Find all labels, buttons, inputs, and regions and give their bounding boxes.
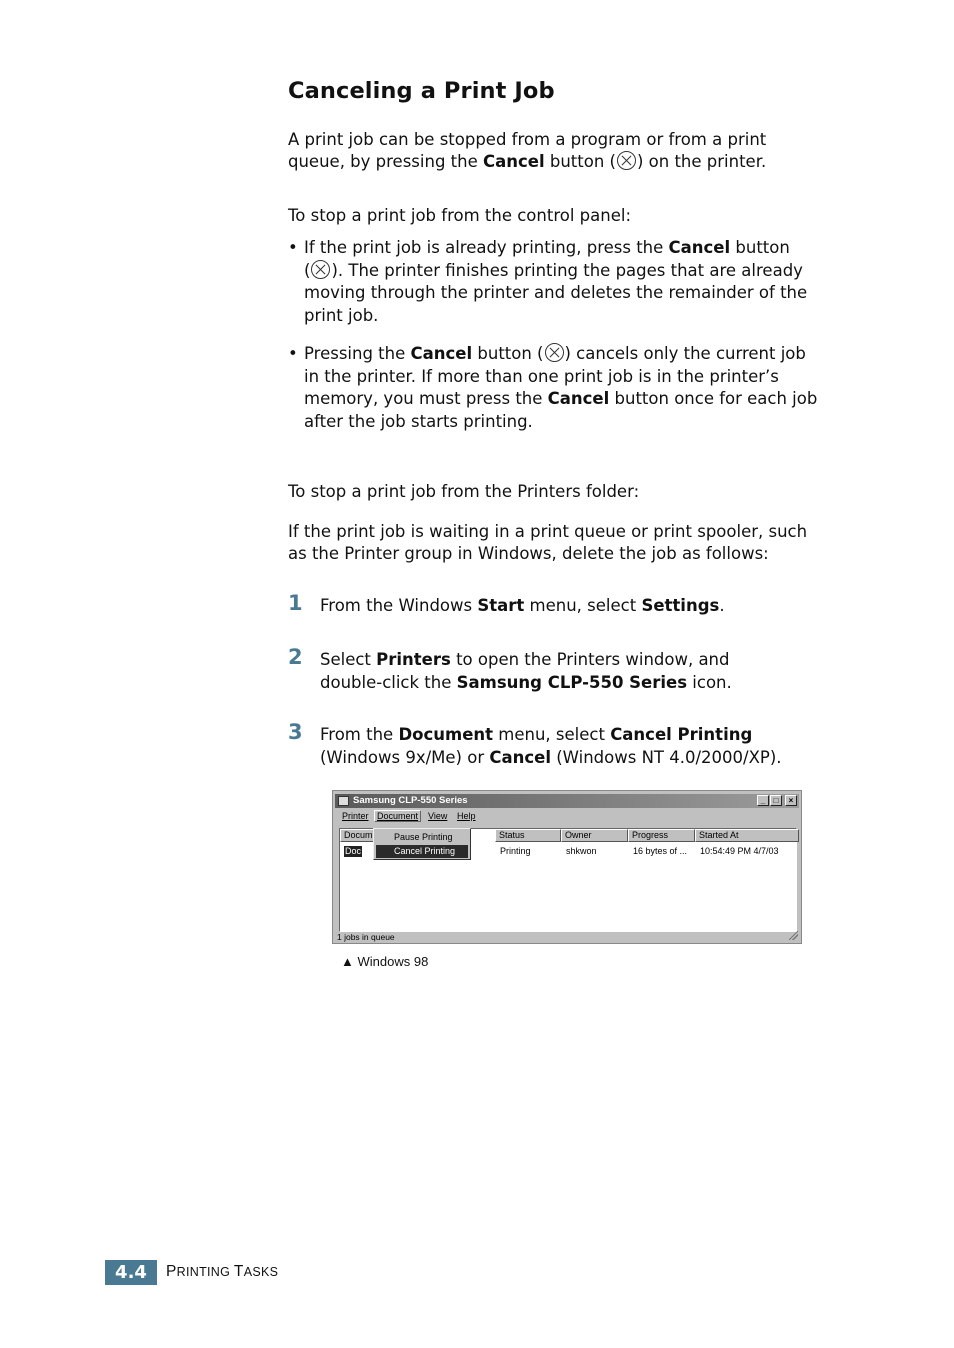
job-row-document[interactable]: Doc [345, 846, 362, 856]
column-status[interactable]: Status [495, 829, 561, 842]
control-panel-heading: To stop a print job from the control panel: [288, 206, 632, 225]
job-row-owner: shkwon [566, 846, 597, 856]
step-number: 2 [288, 645, 303, 669]
step-text: From the Windows Start menu, select Settings. [320, 596, 725, 615]
queue-paragraph: If the print job is waiting in a print queue or print spooler, such as the Printer group in Windows, delete the job as follows: [288, 522, 808, 563]
step-number: 1 [288, 591, 303, 615]
menu-item-pause-printing[interactable]: Pause Printing [394, 832, 453, 842]
window-titlebar [335, 794, 799, 808]
printer-icon [338, 796, 349, 806]
cancel-button-icon [545, 343, 564, 362]
minimize-button[interactable]: _ [757, 795, 769, 806]
section-title: Canceling a Print Job [288, 78, 555, 104]
cancel-button-icon [617, 151, 636, 170]
document-menu-dropdown [373, 828, 471, 860]
intro-paragraph: A print job can be stopped from a program or from a print queue, by pressing the Cancel button ( ) on the printer. [288, 130, 767, 171]
column-progress[interactable]: Progress [628, 829, 695, 842]
chapter-title: PRINTING TASKS [166, 1263, 279, 1280]
column-owner[interactable]: Owner [561, 829, 628, 842]
window-title: Samsung CLP-550 Series [353, 795, 468, 806]
job-row-progress: 16 bytes of ... [633, 846, 688, 856]
printers-folder-heading: To stop a print job from the Printers folder: [288, 482, 640, 501]
menu-view[interactable]: View [428, 811, 448, 821]
status-bar: 1 jobs in queue [337, 932, 395, 942]
bullet-item: • If the print job is already printing, press the Cancel button ( ). The printer finishes printing the pages that are already moving through the printer and deletes the remainder of the print job. [288, 238, 808, 325]
triangle-icon: ▲ [341, 954, 354, 969]
job-row-status: Printing [500, 846, 531, 856]
page-number: 4.4 [105, 1260, 157, 1285]
printer-queue-window [332, 790, 802, 944]
bullet-item: • Pressing the Cancel button ( ) cancels only the current job in the printer. If more than one print job is in the printer’s memory, you must press the Cancel button once for each job after the job starts printing. [288, 344, 818, 431]
cancel-button-icon [311, 260, 330, 279]
column-started-at[interactable]: Started At [695, 829, 799, 842]
menu-printer[interactable]: Printer [342, 811, 369, 821]
menu-help[interactable]: Help [457, 811, 476, 821]
resize-grip-icon[interactable] [789, 931, 798, 940]
column-document[interactable]: Docum [340, 829, 376, 842]
step-number: 3 [288, 720, 303, 744]
step-text: From the Document menu, select Cancel Printing (Windows 9x/Me) or Cancel (Windows NT 4.0/2000/XP). [320, 725, 782, 767]
figure-caption: ▲ Windows 98 [341, 954, 429, 969]
maximize-button[interactable]: □ [770, 795, 782, 806]
menu-item-cancel-printing[interactable]: Cancel Printing [376, 845, 468, 858]
menu-document[interactable]: Document [374, 810, 421, 822]
job-row-started: 10:54:49 PM 4/7/03 [700, 846, 779, 856]
close-button[interactable]: × [785, 795, 797, 806]
step-text: Select Printers to open the Printers window, and double-click the Samsung CLP-550 Series icon. [320, 650, 732, 692]
